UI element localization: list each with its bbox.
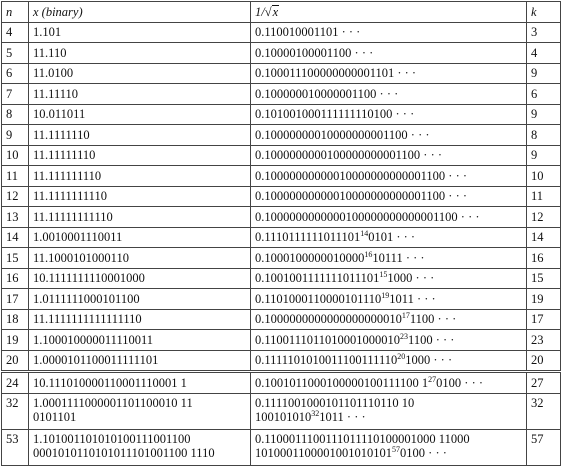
cell-n: 20 xyxy=(2,350,29,372)
cell-inv-sqrt-exponent: 19 xyxy=(381,290,390,300)
table-row xyxy=(2,309,561,330)
cell-inv-sqrt-value: 0.1001011000100000100111100 1 xyxy=(255,375,429,390)
cell-inv-sqrt-exponent: 20 xyxy=(397,352,406,362)
cell-k: 20 xyxy=(527,350,561,372)
table-row xyxy=(2,84,561,105)
table-row xyxy=(2,63,561,84)
table-row xyxy=(2,330,561,351)
cell-k: 12 xyxy=(527,207,561,228)
header-x-label: x (binary) xyxy=(33,4,83,19)
cell-inv-sqrt-value: 0.1101000110000101110 xyxy=(255,291,382,306)
cell-x: 11.110 xyxy=(29,43,251,64)
cell-inv-sqrt xyxy=(251,125,527,146)
cell-x-line2: 0101101 xyxy=(33,409,77,424)
cell-n: 7 xyxy=(2,84,29,105)
cell-k: 9 xyxy=(527,145,561,166)
cell-k: 14 xyxy=(527,227,561,248)
table-row xyxy=(2,268,561,289)
cell-x: 10.1111111110001000 xyxy=(29,268,251,289)
cell-inv-sqrt xyxy=(251,350,527,372)
cell-inv-sqrt-tail: 1100 · · · xyxy=(409,312,457,327)
cell-n: 32 xyxy=(2,393,29,429)
cell-n: 10 xyxy=(2,145,29,166)
cell-inv-sqrt-value: 0.1000000000100000000001100 · · · xyxy=(255,148,443,163)
cell-inv-sqrt xyxy=(251,330,527,351)
cell-inv-sqrt-exponent: 32 xyxy=(311,408,320,418)
cell-inv-sqrt xyxy=(251,372,527,394)
header-inv-sqrt-radicand: x xyxy=(272,4,279,19)
cell-inv-sqrt-value: 0.1000100000010000 xyxy=(255,250,365,265)
cell-n: 13 xyxy=(2,207,29,228)
cell-inv-sqrt-value: 0.1100011100111011110100001000 11000 xyxy=(255,431,470,446)
cell-inv-sqrt-value: 0.101001000111111110100 · · · xyxy=(255,107,415,122)
table-row xyxy=(2,104,561,125)
cell-x: 1.0111111000101100 xyxy=(29,289,251,310)
cell-inv-sqrt-exponent: 15 xyxy=(379,270,388,280)
cell-n: 8 xyxy=(2,104,29,125)
cell-k: 27 xyxy=(527,372,561,394)
cell-inv-sqrt-value: 0.1000000000000000000010 xyxy=(255,312,402,327)
cell-x: 1.100010000011110011 xyxy=(29,330,251,351)
cell-inv-sqrt xyxy=(251,289,527,310)
cell-inv-sqrt-value: 0.10000000000010000000000001100 · · · xyxy=(255,168,468,183)
cell-inv-sqrt xyxy=(251,22,527,43)
cell-x: 10.011011 xyxy=(29,104,251,125)
cell-x-line1: 10.111010000110001110001 1 xyxy=(33,375,187,390)
table-row xyxy=(2,248,561,269)
cell-inv-sqrt xyxy=(251,207,527,228)
cell-inv-sqrt-line2 xyxy=(255,410,522,424)
cell-n: 53 xyxy=(2,429,29,465)
cell-x-line1: 1.101001101010100111001100 xyxy=(33,431,191,446)
binary-table-container xyxy=(1,1,561,466)
cell-x: 1.0000101100011111101 xyxy=(29,350,251,372)
cell-n: 11 xyxy=(2,166,29,187)
cell-inv-sqrt-line1 xyxy=(255,432,522,446)
cell-x: 11.0100 xyxy=(29,63,251,84)
inverse-sqrt-table xyxy=(1,1,561,466)
cell-x: 1.101 xyxy=(29,22,251,43)
cell-x: 11.111111110 xyxy=(29,166,251,187)
cell-k: 9 xyxy=(527,104,561,125)
table-row xyxy=(2,166,561,187)
cell-inv-sqrt xyxy=(251,145,527,166)
cell-x xyxy=(29,372,251,394)
table-row xyxy=(2,145,561,166)
cell-n: 14 xyxy=(2,227,29,248)
cell-x: 11.1111110 xyxy=(29,125,251,146)
table-row xyxy=(2,43,561,64)
cell-inv-sqrt-value: 0.10000000000010000000000001100 · · · xyxy=(255,189,468,204)
cell-inv-sqrt xyxy=(251,393,527,429)
cell-inv-sqrt xyxy=(251,429,527,465)
table-row xyxy=(2,350,561,372)
cell-k: 10 xyxy=(527,166,561,187)
cell-inv-sqrt-exponent: 27 xyxy=(428,374,437,384)
header-inv-sqrt xyxy=(251,2,527,23)
cell-inv-sqrt-value: 0.100011100000000001101 · · · xyxy=(255,66,417,81)
cell-x-line1: 1.0001111000001101100010 11 xyxy=(33,395,193,410)
table-row xyxy=(2,186,561,207)
cell-k: 4 xyxy=(527,43,561,64)
cell-inv-sqrt-tail: 1000 · · · xyxy=(405,353,453,368)
cell-x xyxy=(29,393,251,429)
cell-n: 6 xyxy=(2,63,29,84)
cell-inv-sqrt-tail: 0100 · · · xyxy=(400,445,447,460)
cell-inv-sqrt xyxy=(251,166,527,187)
cell-inv-sqrt-exponent: 16 xyxy=(364,249,373,259)
cell-x: 11.1111111111111110 xyxy=(29,309,251,330)
header-row xyxy=(2,2,561,23)
cell-inv-sqrt-exponent: 14 xyxy=(360,229,369,239)
cell-inv-sqrt xyxy=(251,84,527,105)
table-row xyxy=(2,429,561,465)
cell-x-line2: 0001010110101011101001100 1110 xyxy=(33,445,215,460)
cell-inv-sqrt-value: 1010001100001001010101 xyxy=(255,445,393,460)
cell-k: 3 xyxy=(527,22,561,43)
cell-n: 5 xyxy=(2,43,29,64)
cell-inv-sqrt-tail: 1000 · · · xyxy=(387,271,435,286)
cell-inv-sqrt-tail: 10111 · · · xyxy=(372,250,425,265)
cell-k: 17 xyxy=(527,309,561,330)
cell-n: 12 xyxy=(2,186,29,207)
cell-inv-sqrt-tail: 1100 · · · xyxy=(408,332,455,347)
cell-x: 11.1000101000110 xyxy=(29,248,251,269)
cell-inv-sqrt xyxy=(251,309,527,330)
cell-inv-sqrt xyxy=(251,227,527,248)
header-k: k xyxy=(527,2,561,23)
cell-k: 32 xyxy=(527,393,561,429)
cell-inv-sqrt-value: 0.110010001101 · · · xyxy=(255,25,361,40)
cell-inv-sqrt xyxy=(251,248,527,269)
cell-inv-sqrt-value: 0.1110111111011101 xyxy=(255,230,361,245)
cell-inv-sqrt xyxy=(251,104,527,125)
cell-inv-sqrt-exponent: 23 xyxy=(400,331,409,341)
table-row xyxy=(2,207,561,228)
cell-n: 19 xyxy=(2,330,29,351)
header-x xyxy=(29,2,251,23)
cell-inv-sqrt-tail: 1011 · · · xyxy=(319,409,366,424)
cell-n: 9 xyxy=(2,125,29,146)
cell-inv-sqrt-value: 0.1111001000101101110110 10 xyxy=(255,395,415,410)
cell-x xyxy=(29,429,251,465)
table-row xyxy=(2,393,561,429)
cell-inv-sqrt-tail: 1011 · · · xyxy=(389,291,436,306)
cell-inv-sqrt xyxy=(251,43,527,64)
cell-x: 1.0010001110011 xyxy=(29,227,251,248)
cell-inv-sqrt-value: 0.1000000000000100000000000001100 · · · xyxy=(255,209,480,224)
cell-k: 9 xyxy=(527,63,561,84)
cell-inv-sqrt-line1 xyxy=(255,376,522,390)
cell-k: 8 xyxy=(527,125,561,146)
cell-n: 4 xyxy=(2,22,29,43)
cell-k: 6 xyxy=(527,84,561,105)
table-row xyxy=(2,289,561,310)
header-n: n xyxy=(2,2,29,23)
cell-k: 11 xyxy=(527,186,561,207)
cell-k: 23 xyxy=(527,330,561,351)
cell-inv-sqrt-tail: 0101 · · · xyxy=(368,230,416,245)
cell-inv-sqrt-value: 0.1001001111111011101 xyxy=(255,271,380,286)
cell-n: 15 xyxy=(2,248,29,269)
cell-n: 16 xyxy=(2,268,29,289)
cell-n: 17 xyxy=(2,289,29,310)
cell-inv-sqrt xyxy=(251,268,527,289)
cell-inv-sqrt-tail: 0100 · · · xyxy=(436,375,484,390)
table-row xyxy=(2,22,561,43)
cell-n: 18 xyxy=(2,309,29,330)
cell-x: 11.11110 xyxy=(29,84,251,105)
cell-n: 24 xyxy=(2,372,29,394)
cell-inv-sqrt-value: 0.1111101010011100111110 xyxy=(255,353,398,368)
cell-inv-sqrt-value: 0.100000010000001100 · · · xyxy=(255,86,399,101)
header-inv-sqrt-prefix: 1/ xyxy=(255,4,265,19)
table-row xyxy=(2,125,561,146)
cell-x: 11.11111110 xyxy=(29,145,251,166)
sqrt-symbol: √ xyxy=(264,4,272,19)
cell-inv-sqrt-value: 0.10000100001100 · · · xyxy=(255,45,374,60)
cell-x: 11.11111111110 xyxy=(29,207,251,228)
cell-k: 15 xyxy=(527,268,561,289)
cell-x: 11.1111111110 xyxy=(29,186,251,207)
cell-k: 16 xyxy=(527,248,561,269)
table-row xyxy=(2,227,561,248)
cell-inv-sqrt-exponent: 17 xyxy=(401,311,410,321)
cell-inv-sqrt-value: 0.1100111011010001000010 xyxy=(255,332,401,347)
cell-k: 19 xyxy=(527,289,561,310)
cell-k: 57 xyxy=(527,429,561,465)
cell-inv-sqrt-exponent: 57 xyxy=(392,444,401,454)
cell-inv-sqrt-value: 0.10000000010000000001100 · · · xyxy=(255,127,430,142)
cell-inv-sqrt-value: 100101010 xyxy=(255,409,312,424)
cell-inv-sqrt xyxy=(251,63,527,84)
table-body-main xyxy=(2,22,561,372)
cell-inv-sqrt-line1 xyxy=(255,396,522,410)
table-row xyxy=(2,372,561,394)
table-body-extended xyxy=(2,372,561,466)
cell-inv-sqrt-line2 xyxy=(255,446,522,460)
cell-inv-sqrt xyxy=(251,186,527,207)
